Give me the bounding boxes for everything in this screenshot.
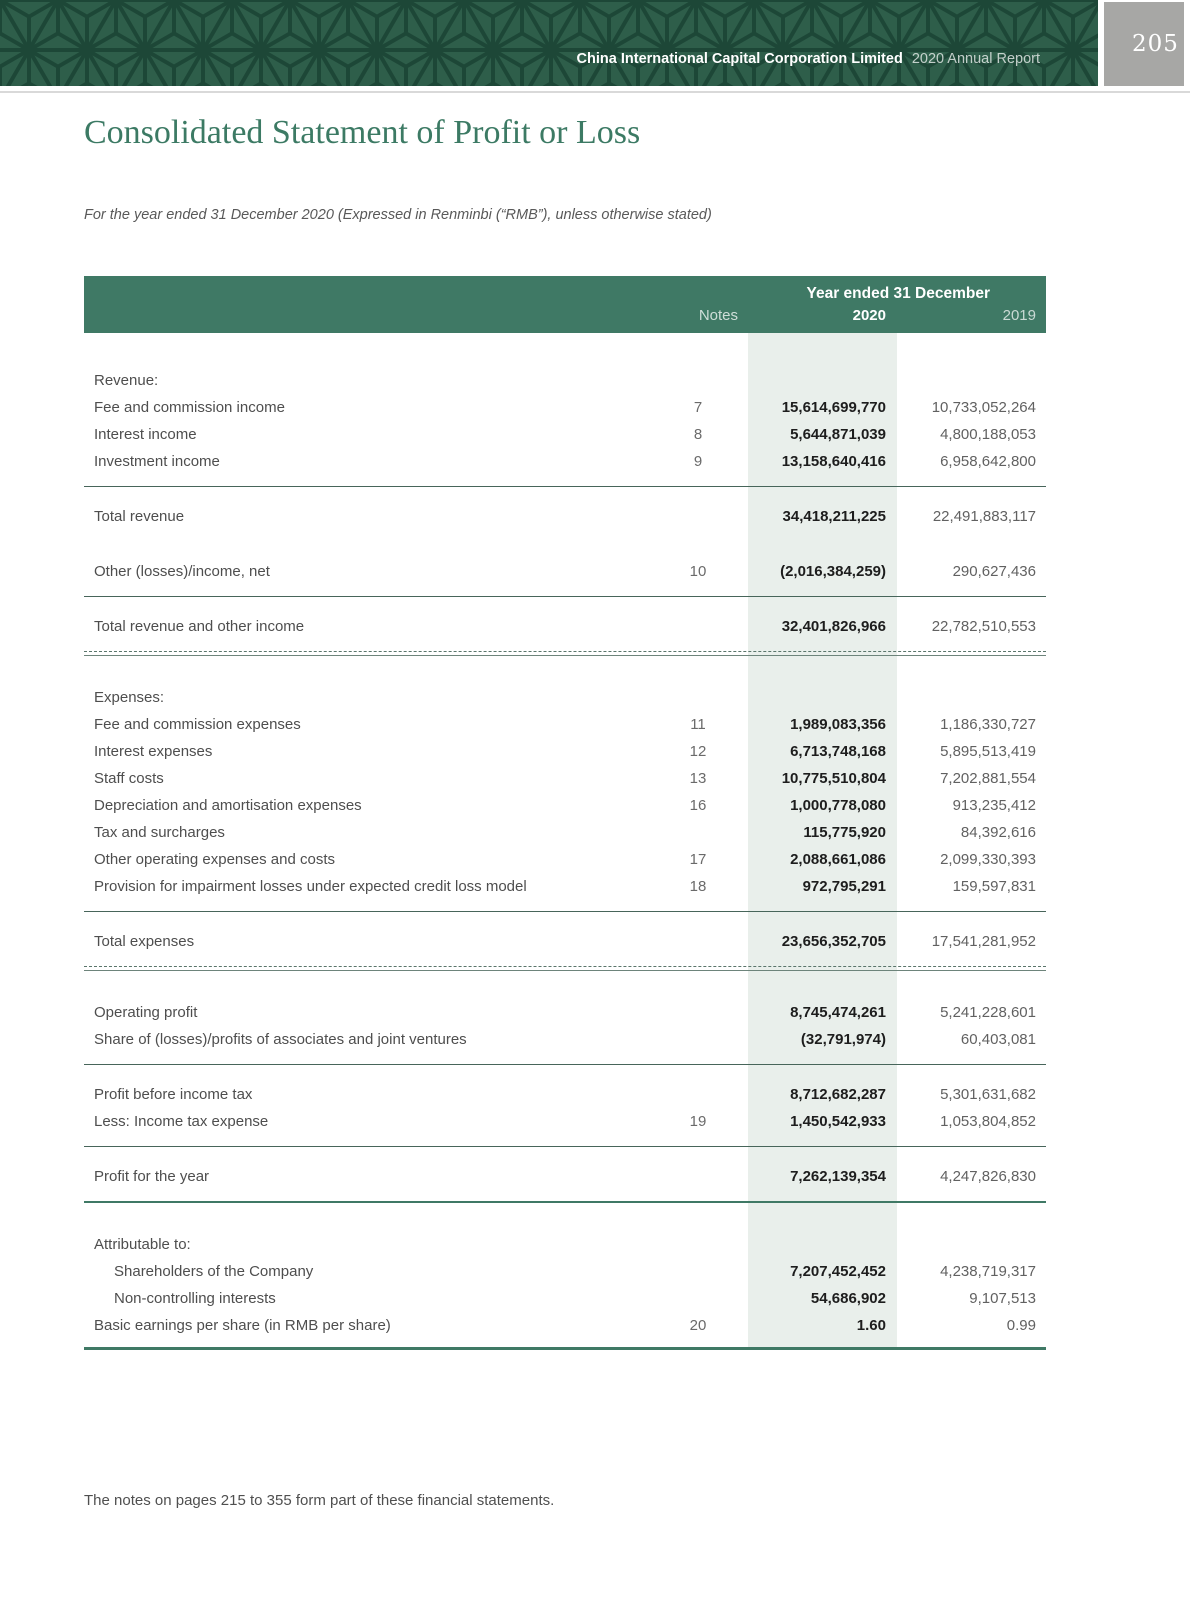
row-gap [84, 530, 1046, 558]
row-note: 20 [689, 1317, 707, 1334]
table-row [84, 1258, 1046, 1285]
row-note: 17 [689, 851, 707, 868]
row-label: Revenue: [94, 372, 159, 389]
row-value-2019 [897, 367, 1046, 394]
table-row [84, 846, 1046, 873]
row-note: 8 [693, 426, 703, 443]
page-number-box [1104, 2, 1184, 86]
row-note [648, 1081, 748, 1108]
row-value-2020: 1,450,542,933 [790, 1113, 886, 1130]
row-value-2019: 7,202,881,554 [940, 770, 1036, 787]
row-label: Shareholders of the Company [114, 1263, 314, 1280]
row-rule-thin [84, 585, 1046, 597]
row-value-2019: 159,597,831 [952, 878, 1036, 895]
asanoha-pattern-icon [0, 0, 1098, 86]
row-value-2020: 32,401,826,966 [781, 618, 886, 635]
row-rule-green2 [84, 1190, 1046, 1203]
row-value-2019: 5,895,513,419 [940, 743, 1036, 760]
row-label: Profit before income tax [94, 1086, 253, 1103]
row-value-2019: 5,241,228,601 [940, 1004, 1036, 1021]
table-row [84, 1081, 1046, 1108]
row-value-2019: 4,800,188,053 [940, 426, 1036, 443]
row-note: 13 [689, 770, 707, 787]
table-row [84, 1312, 1046, 1339]
table-row [84, 1108, 1046, 1135]
header-col-2020: 2020 [852, 307, 886, 324]
row-label: Tax and surcharges [94, 824, 225, 841]
row-label: Depreciation and amortisation expenses [94, 797, 362, 814]
row-value-2020: 8,712,682,287 [790, 1086, 886, 1103]
row-value-2019: 10,733,052,264 [931, 399, 1036, 416]
row-value-2020: 23,656,352,705 [781, 933, 886, 950]
row-value-2019 [897, 1231, 1046, 1258]
row-value-2019: 1,053,804,852 [940, 1113, 1036, 1130]
row-value-2020 [748, 684, 897, 711]
header-col-notes: Notes [698, 307, 738, 324]
row-value-2019: 4,238,719,317 [940, 1263, 1036, 1280]
row-note [648, 1231, 748, 1258]
row-value-2019: 60,403,081 [960, 1031, 1036, 1048]
row-gap [84, 656, 1046, 684]
table-row [84, 1026, 1046, 1053]
table-row [84, 503, 1046, 530]
row-value-2020: 8,745,474,261 [790, 1004, 886, 1021]
row-label: Interest income [94, 426, 197, 443]
row-gap [84, 1065, 1046, 1081]
table-row [84, 873, 1046, 900]
row-note [648, 367, 748, 394]
row-rule-thin [84, 1135, 1046, 1147]
row-value-2020: 6,713,748,168 [790, 743, 886, 760]
row-note [648, 999, 748, 1026]
row-gap [84, 1203, 1046, 1231]
row-value-2020: 54,686,902 [810, 1290, 886, 1307]
row-label: Attributable to: [94, 1236, 191, 1253]
row-label: Interest expenses [94, 743, 213, 760]
section-row [84, 367, 1046, 394]
row-note [648, 1258, 748, 1285]
row-value-2020: 1,000,778,080 [790, 797, 886, 814]
document-content [0, 93, 1190, 1350]
row-value-2019: 22,491,883,117 [932, 508, 1036, 525]
row-label: Other operating expenses and costs [94, 851, 335, 868]
table-row [84, 613, 1046, 640]
row-value-2020: 1,989,083,356 [790, 716, 886, 733]
company-name: China International Capital Corporation Limited [576, 51, 903, 67]
row-note [648, 1026, 748, 1053]
row-rule-thin [84, 1053, 1046, 1065]
section-row [84, 684, 1046, 711]
row-label: Share of (losses)/profits of associates and joint ventures [94, 1031, 467, 1048]
row-note: 7 [693, 399, 703, 416]
row-value-2020: 7,207,452,452 [790, 1263, 886, 1280]
row-value-2020: 13,158,640,416 [781, 453, 886, 470]
row-value-2019: 1,186,330,727 [940, 716, 1036, 733]
row-label: Fee and commission expenses [94, 716, 301, 733]
row-note [648, 613, 748, 640]
row-value-2019: 6,958,642,800 [940, 453, 1036, 470]
row-value-2020: 15,614,699,770 [781, 399, 886, 416]
row-gap [84, 487, 1046, 503]
row-value-2019: 290,627,436 [952, 563, 1036, 580]
table-row [84, 928, 1046, 955]
row-rule-dashed [84, 955, 1046, 967]
table-row [84, 448, 1046, 475]
table-body [84, 333, 1046, 1350]
row-value-2020: 7,262,139,354 [790, 1168, 886, 1185]
row-note: 10 [689, 563, 707, 580]
banner-caption [577, 50, 1040, 68]
row-note [648, 1285, 748, 1312]
row-label: Operating profit [94, 1004, 198, 1021]
table-row [84, 558, 1046, 585]
header-col-2019: 2019 [1002, 307, 1036, 324]
table-row [84, 711, 1046, 738]
table-row [84, 792, 1046, 819]
row-value-2020 [748, 367, 897, 394]
row-value-2019: 5,301,631,682 [940, 1086, 1036, 1103]
row-value-2019: 2,099,330,393 [940, 851, 1036, 868]
row-label: Other (losses)/income, net [94, 563, 270, 580]
row-note: 12 [689, 743, 707, 760]
table-header [84, 276, 1046, 333]
report-title: 2020 Annual Report [911, 51, 1040, 67]
header-spacer [84, 306, 648, 326]
row-note: 16 [689, 797, 707, 814]
row-value-2019: 0.99 [1006, 1317, 1036, 1334]
row-label: Provision for impairment losses under expected credit loss model [94, 878, 527, 895]
row-note [648, 1163, 748, 1190]
row-rule-thin [84, 900, 1046, 912]
section-row [84, 1231, 1046, 1258]
row-gap [84, 912, 1046, 928]
row-value-2020: 2,088,661,086 [790, 851, 886, 868]
row-value-2020 [748, 1231, 897, 1258]
row-note: 19 [689, 1113, 707, 1130]
row-note [648, 819, 748, 846]
row-note [648, 928, 748, 955]
row-rule-dashed [84, 640, 1046, 652]
header-columns [84, 306, 1046, 326]
profit-or-loss-table [84, 276, 1046, 1350]
table-row [84, 738, 1046, 765]
row-value-2019: 4,247,826,830 [940, 1168, 1036, 1185]
row-gap [84, 971, 1046, 999]
row-value-2020: 115,775,920 [803, 824, 886, 841]
table-row [84, 394, 1046, 421]
row-value-2019: 9,107,513 [969, 1290, 1036, 1307]
table-row [84, 1285, 1046, 1312]
row-value-2020: 10,775,510,804 [781, 770, 886, 787]
row-value-2019: 22,782,510,553 [931, 618, 1036, 635]
page-subtitle: For the year ended 31 December 2020 (Expressed in Renminbi (“RMB”), unless otherwise stated) [84, 207, 712, 223]
row-gap [84, 1147, 1046, 1163]
row-label: Total expenses [94, 933, 195, 950]
table-row [84, 421, 1046, 448]
row-value-2020: 972,795,291 [802, 878, 886, 895]
row-value-2020: 1.60 [856, 1317, 886, 1334]
row-gap [84, 597, 1046, 613]
table-row [84, 819, 1046, 846]
row-value-2020: 34,418,211,225 [782, 508, 886, 525]
row-value-2019: 84,392,616 [960, 824, 1036, 841]
row-value-2019: 913,235,412 [952, 797, 1036, 814]
table-row [84, 1163, 1046, 1190]
row-value-2019: 17,541,281,952 [931, 933, 1036, 950]
row-value-2020: (32,791,974) [800, 1031, 886, 1048]
table-row [84, 999, 1046, 1026]
footnote: The notes on pages 215 to 355 form part of these financial statements. [84, 1492, 555, 1509]
row-label: Total revenue and other income [94, 618, 305, 635]
row-value-2019 [897, 684, 1046, 711]
page-title: Consolidated Statement of Profit or Loss [84, 114, 641, 151]
banner-asanoha-pattern [0, 0, 1098, 86]
row-label: Basic earnings per share (in RMB per share) [94, 1317, 391, 1334]
row-label: Profit for the year [94, 1168, 210, 1185]
page-number: 205 [1132, 31, 1179, 57]
row-note [648, 503, 748, 530]
row-note [648, 684, 748, 711]
row-note: 18 [689, 878, 707, 895]
page-banner [0, 0, 1190, 86]
row-label: Non-controlling interests [114, 1290, 276, 1307]
row-label: Less: Income tax expense [94, 1113, 269, 1130]
row-label: Total revenue [94, 508, 185, 525]
header-group-label: Year ended 31 December [806, 285, 990, 302]
row-value-2020: (2,016,384,259) [780, 563, 886, 580]
row-label: Expenses: [94, 689, 165, 706]
table-row [84, 765, 1046, 792]
row-label: Staff costs [94, 770, 164, 787]
row-label: Fee and commission income [94, 399, 285, 416]
row-note: 9 [693, 453, 703, 470]
row-label: Investment income [94, 453, 220, 470]
row-rule-thin [84, 475, 1046, 487]
row-note: 11 [690, 716, 706, 733]
row-value-2020: 5,644,871,039 [790, 426, 886, 443]
